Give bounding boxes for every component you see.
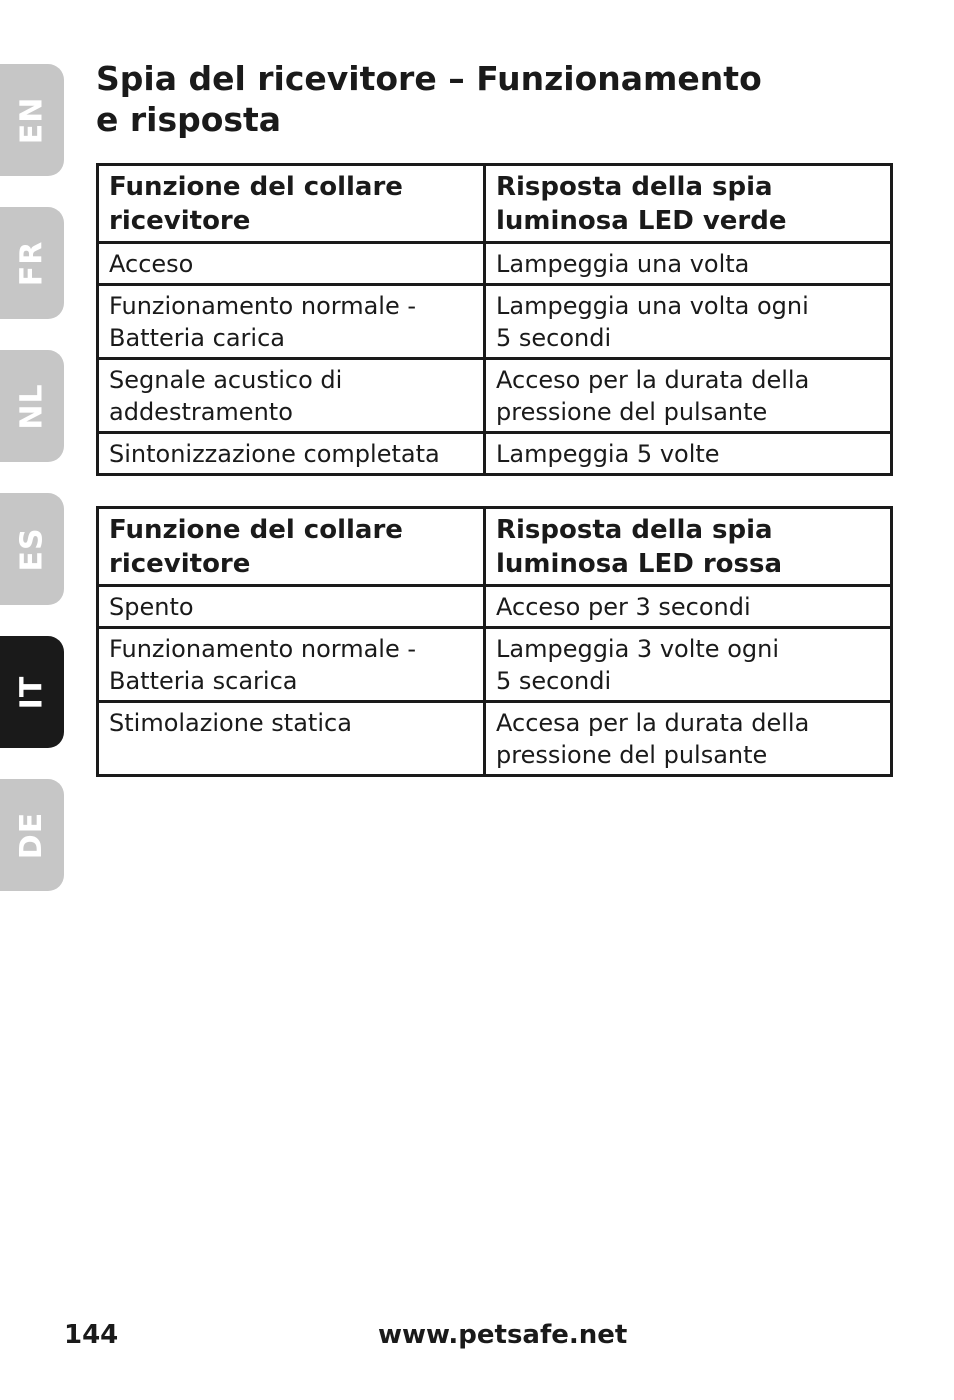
red-led-table <box>96 506 893 777</box>
table-row <box>98 702 892 776</box>
tab-fr-label: FR <box>14 240 50 286</box>
response-cell <box>485 586 892 628</box>
table-header-row <box>98 165 892 243</box>
response-text: Lampeggia 5 volte <box>496 440 720 468</box>
header-function <box>98 165 485 243</box>
table-row <box>98 628 892 702</box>
response-text: Acceso per 3 secondi <box>496 593 751 621</box>
function-text: Funzionamento normale - Batteria carica <box>109 292 417 352</box>
response-text: Lampeggia 3 volte ogni 5 secondi <box>496 635 779 695</box>
website-link[interactable]: www.petsafe.net <box>378 1320 628 1350</box>
response-cell <box>485 243 892 285</box>
function-text: Stimolazione statica <box>109 709 352 737</box>
response-text: Lampeggia una volta <box>496 250 750 278</box>
response-text: Accesa per la durata della pressione del pulsante <box>496 709 810 769</box>
tab-nl-label: NL <box>14 382 50 430</box>
function-cell <box>98 285 485 359</box>
header-green-response-text: Risposta della spia luminosa LED verde <box>496 172 787 236</box>
table-row <box>98 243 892 285</box>
function-cell <box>98 702 485 776</box>
tab-en-label: EN <box>14 96 50 144</box>
table-row <box>98 285 892 359</box>
function-cell <box>98 243 485 285</box>
table-header-row <box>98 508 892 586</box>
green-led-table <box>96 163 893 476</box>
tab-it[interactable] <box>0 636 64 748</box>
response-text: Acceso per la durata della pressione del pulsante <box>496 366 810 426</box>
page-number: 144 <box>64 1320 119 1350</box>
tab-es[interactable] <box>0 493 64 605</box>
function-text: Acceso <box>109 250 194 278</box>
table-row <box>98 586 892 628</box>
function-cell <box>98 586 485 628</box>
page-title: Spia del ricevitore – Funzionamento e risposta <box>96 59 762 139</box>
function-cell <box>98 359 485 433</box>
response-cell <box>485 285 892 359</box>
response-cell <box>485 628 892 702</box>
tab-nl[interactable] <box>0 350 64 462</box>
header-function-text: Funzione del collare ricevitore <box>109 172 403 236</box>
tab-de-label: DE <box>14 811 50 859</box>
function-cell <box>98 433 485 475</box>
function-text: Segnale acustico di addestramento <box>109 366 343 426</box>
header-function-text: Funzione del collare ricevitore <box>109 515 403 579</box>
response-cell <box>485 433 892 475</box>
response-text: Lampeggia una volta ogni 5 secondi <box>496 292 809 352</box>
table-row <box>98 433 892 475</box>
function-text: Sintonizzazione completata <box>109 440 440 468</box>
response-cell <box>485 702 892 776</box>
function-text: Funzionamento normale - Batteria scarica <box>109 635 417 695</box>
function-cell <box>98 628 485 702</box>
header-red-response <box>485 508 892 586</box>
tab-en[interactable] <box>0 64 64 176</box>
response-cell <box>485 359 892 433</box>
table-row <box>98 359 892 433</box>
header-function <box>98 508 485 586</box>
tab-es-label: ES <box>14 526 50 572</box>
function-text: Spento <box>109 593 194 621</box>
header-red-response-text: Risposta della spia luminosa LED rossa <box>496 515 783 579</box>
tab-fr[interactable] <box>0 207 64 319</box>
tab-it-label: IT <box>14 675 50 709</box>
header-green-response <box>485 165 892 243</box>
tab-de[interactable] <box>0 779 64 891</box>
